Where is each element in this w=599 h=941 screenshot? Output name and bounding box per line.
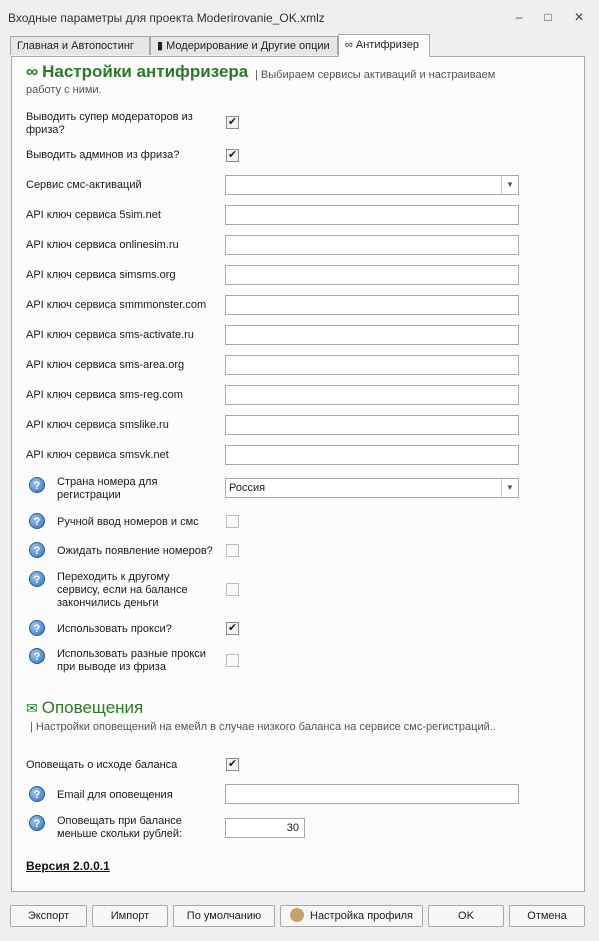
switch-service-label-3: закончились деньги [57, 597, 159, 609]
email-label: Email для оповещения [57, 789, 173, 801]
api-sms-reg-input[interactable] [225, 385, 519, 405]
api-5sim-input[interactable] [225, 205, 519, 225]
envelope-icon: ✉ [26, 700, 38, 716]
api-smsvk-input[interactable] [225, 445, 519, 465]
super-mods-checkbox[interactable]: ✔ [227, 116, 238, 128]
email-input[interactable] [225, 784, 519, 804]
country-label-2: регистрации [57, 489, 121, 501]
api-sms-area-input[interactable] [225, 355, 519, 375]
import-button[interactable]: Импорт [92, 905, 168, 927]
close-icon[interactable]: ✕ [573, 10, 585, 24]
help-icon[interactable]: ? [29, 786, 45, 802]
api-5sim-label: API ключ сервиса 5sim.net [26, 209, 161, 221]
infinity-icon: ∞ [26, 62, 39, 81]
help-icon[interactable]: ? [29, 648, 45, 664]
default-button[interactable]: По умолчанию [173, 905, 275, 927]
switch-service-checkbox[interactable] [226, 583, 239, 596]
version-link[interactable]: Версия 2.0.0.1 [26, 859, 110, 873]
api-sms-activate-label: API ключ сервиса sms-activate.ru [26, 329, 194, 341]
sms-service-select[interactable] [225, 175, 519, 195]
antifreezer-desc-a: | Выбираем сервисы активаций и настраиваем [255, 69, 496, 81]
tab-strip [10, 34, 590, 56]
minimize-icon[interactable]: – [515, 10, 523, 24]
country-label-1: Страна номера для [57, 476, 158, 488]
super-mods-label-1: Выводить супер модераторов из [26, 111, 193, 123]
admins-checkbox[interactable]: ✔ [227, 149, 238, 161]
api-onlinesim-label: API ключ сервиса onlinesim.ru [26, 239, 179, 251]
use-proxy-label: Использовать прокси? [57, 623, 172, 635]
notifications-desc: | Настройки оповещений на емейл в случае низкого баланса на сервисе смс-регистраций.. [30, 721, 496, 733]
help-icon[interactable]: ? [29, 542, 45, 558]
help-icon[interactable]: ? [29, 571, 45, 587]
threshold-label-2: меньше скольки рублей: [57, 828, 183, 840]
tab-main-autoposting[interactable]: Главная и Автопостинг [10, 36, 150, 55]
diff-proxy-label-2: при выводе из фриза [57, 661, 166, 673]
diff-proxy-checkbox[interactable] [226, 654, 239, 667]
api-onlinesim-input[interactable] [225, 235, 519, 255]
api-smmmonster-label: API ключ сервиса smmmonster.com [26, 299, 207, 311]
switch-service-label-2: сервису, если на балансе [57, 584, 188, 596]
sms-service-label: Сервис смс-активаций [26, 179, 142, 191]
antifreezer-heading [26, 62, 248, 82]
help-icon[interactable]: ? [29, 620, 45, 636]
api-smmmonster-input[interactable] [225, 295, 519, 315]
window-title: Входные параметры для проекта Moderirovanie_OK.xmlz [8, 11, 325, 25]
api-smslike-input[interactable] [225, 415, 519, 435]
chevron-down-icon[interactable]: ▼ [501, 176, 518, 194]
antifreezer-title: Настройки антифризера [42, 62, 249, 81]
manual-input-checkbox[interactable] [226, 515, 239, 528]
country-value: Россия [229, 482, 266, 494]
threshold-label-1: Оповещать при балансе [57, 815, 182, 827]
cancel-button[interactable]: Отмена [509, 905, 585, 927]
balance-out-label: Оповещать о исходе баланса [26, 759, 178, 771]
admins-label: Выводить админов из фриза? [26, 149, 180, 161]
title-bar [0, 0, 599, 34]
api-sms-activate-input[interactable] [225, 325, 519, 345]
api-sms-area-label: API ключ сервиса sms-area.org [26, 359, 185, 371]
country-select[interactable] [225, 478, 519, 498]
export-button[interactable]: Экспорт [10, 905, 87, 927]
help-icon[interactable]: ? [29, 477, 45, 493]
notifications-heading [26, 698, 143, 718]
antifreezer-desc-b: работу с ними. [26, 84, 102, 96]
user-icon [290, 908, 304, 922]
balance-out-checkbox[interactable]: ✔ [227, 758, 238, 770]
help-icon[interactable]: ? [29, 815, 45, 831]
manual-input-label: Ручной ввод номеров и смс [57, 516, 199, 528]
wait-numbers-label: Ожидать появление номеров? [57, 545, 213, 557]
profile-settings-button[interactable] [280, 905, 423, 927]
chevron-down-icon[interactable]: ▼ [501, 479, 518, 497]
api-simsms-input[interactable] [225, 265, 519, 285]
super-mods-label-2: фриза? [26, 124, 65, 136]
api-sms-reg-label: API ключ сервиса sms-reg.com [26, 389, 183, 401]
api-smslike-label: API ключ сервиса smslike.ru [26, 419, 169, 431]
switch-service-label-1: Переходить к другому [57, 571, 170, 583]
maximize-icon[interactable]: □ [544, 10, 552, 24]
diff-proxy-label-1: Использовать разные прокси [57, 648, 206, 660]
api-smsvk-label: API ключ сервиса smsvk.net [26, 449, 169, 461]
api-simsms-label: API ключ сервиса simsms.org [26, 269, 176, 281]
help-icon[interactable]: ? [29, 513, 45, 529]
ok-button[interactable]: OK [428, 905, 504, 927]
tab-moderation-options[interactable]: ▮ Модерирование и Другие опции [150, 36, 338, 55]
use-proxy-checkbox[interactable]: ✔ [227, 622, 238, 634]
tab-antifreezer[interactable]: ∞ Антифризер [338, 34, 430, 57]
threshold-input[interactable]: 30 [225, 818, 305, 838]
notifications-title: Оповещения [41, 698, 144, 717]
wait-numbers-checkbox[interactable] [226, 544, 239, 557]
profile-settings-label: Настройка профиля [310, 910, 413, 922]
